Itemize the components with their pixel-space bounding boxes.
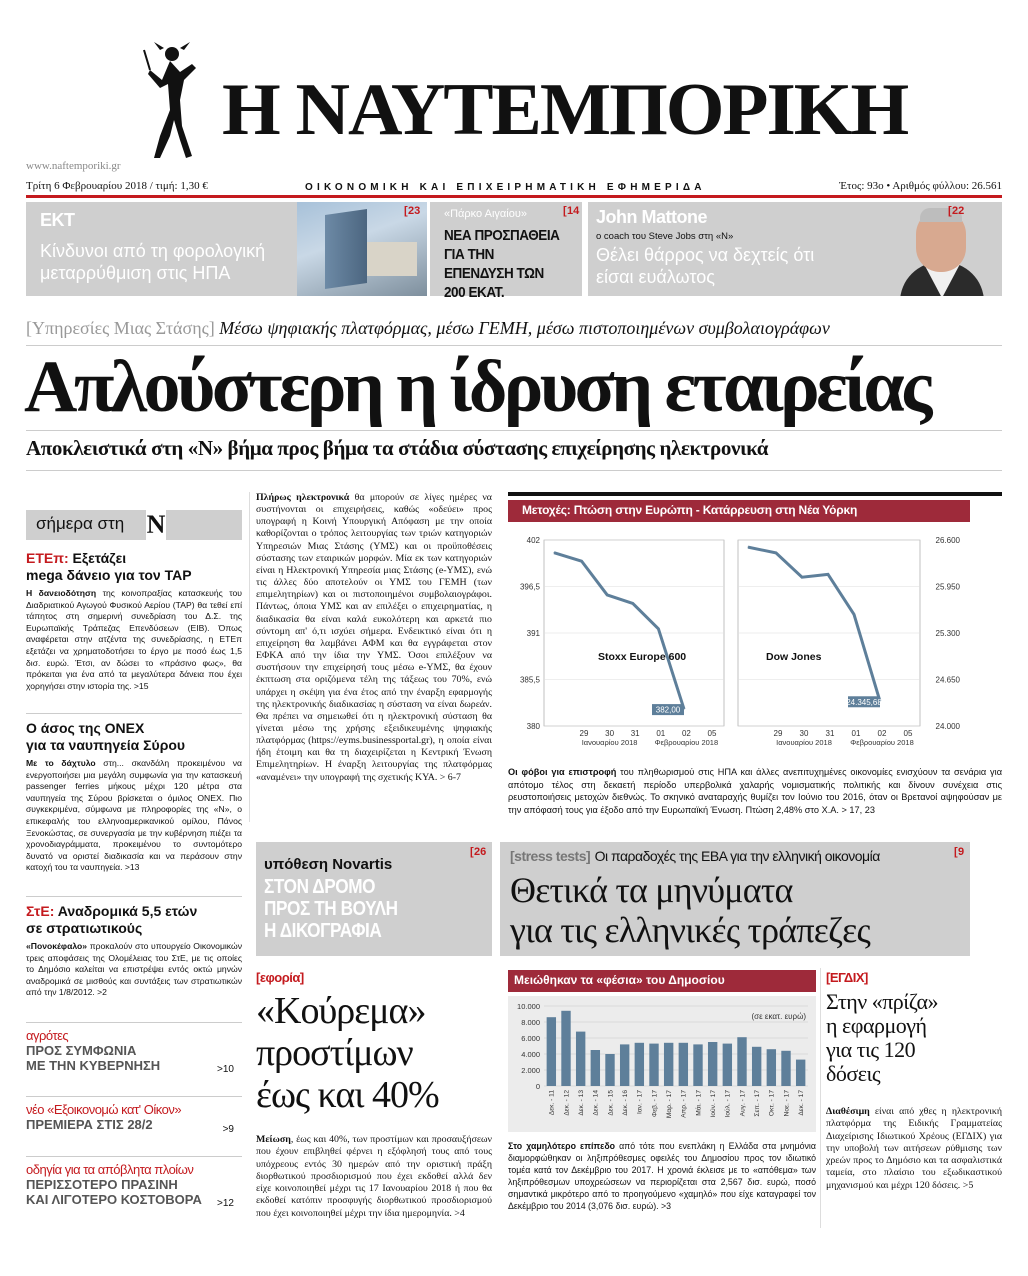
arrears-x-tick: Δεκ. - 14 bbox=[592, 1090, 600, 1116]
brief-apovlita-page[interactable]: >12 bbox=[217, 1198, 234, 1209]
novartis-line3: Η ΔΙΚΟΓΡΑΦΙΑ bbox=[264, 920, 382, 942]
stress-line1: Θετικά τα μηνύματα bbox=[510, 870, 793, 910]
arrears-x-tick: Δεκ. - 12 bbox=[563, 1090, 571, 1116]
dow-x-tick: 30 bbox=[799, 729, 809, 738]
egdix-line2: η εφαρμογή bbox=[826, 1013, 927, 1038]
egdix-body bbox=[826, 1106, 1002, 1192]
teaser-mattone-page[interactable]: 22 bbox=[952, 205, 965, 217]
stocks-top-rule bbox=[508, 492, 1002, 496]
dow-point bbox=[854, 614, 855, 615]
stoxx-x-tick: 29 bbox=[579, 729, 589, 738]
eforia-line3: έως και 40% bbox=[256, 1074, 439, 1116]
onex-title2: για τα ναυπηγεία Σύρου bbox=[26, 737, 186, 753]
arrears-y-tick: 2.000 bbox=[521, 1066, 540, 1075]
arrears-bar bbox=[649, 1044, 658, 1086]
teaser-aegean-text: ΝΕΑ ΠΡΟΣΠΑΘΕΙΑ ΓΙΑ ΤΗΝ ΕΠΕΝΔΥΣΗ ΤΩΝ 200 ΕΚΑΤ. bbox=[444, 227, 560, 301]
brief-exoikonomo-text1: ΠΡΕΜΙΕΡΑ ΣΤΙΣ 28/2 bbox=[26, 1117, 153, 1132]
stocks-caption bbox=[508, 766, 1002, 816]
onex-title1: Ο άσος της ΟΝΕΧ bbox=[26, 720, 145, 736]
egdix-tag: [ΕΓΔΙΧ] bbox=[826, 970, 868, 985]
brief-exoikonomo-page[interactable]: >9 bbox=[222, 1124, 234, 1135]
stoxx-x-tick: 30 bbox=[605, 729, 615, 738]
etep-lead: Η δανειοδότηση bbox=[26, 588, 97, 598]
teaser-ekt-page[interactable]: 23 bbox=[408, 205, 421, 217]
brief-agrotes-kicker: αγρότες bbox=[26, 1028, 69, 1043]
arrears-x-tick: Ιούλ. - 17 bbox=[724, 1090, 732, 1118]
ste-title1: Αναδρομικά 5,5 ετών bbox=[57, 903, 198, 919]
egdix-line3: για τις 120 bbox=[826, 1037, 916, 1062]
novartis-kicker: υπόθεση Novartis bbox=[264, 856, 393, 873]
dow-y-tick: 24.650 bbox=[935, 675, 960, 685]
etep-kicker: ΕΤΕπ: bbox=[26, 550, 69, 566]
arrears-x-tick: Μάι. - 17 bbox=[695, 1090, 703, 1116]
arrears-caption bbox=[508, 1140, 816, 1212]
arrears-bar bbox=[605, 1054, 614, 1086]
arrears-bar bbox=[561, 1011, 570, 1086]
stoxx-y-tick: 380 bbox=[526, 722, 540, 731]
arrears-bar bbox=[547, 1017, 556, 1086]
date-price: Τρίτη 6 Φεβρουαρίου 2018 / τιμή: 1,30 € bbox=[26, 180, 208, 192]
stoxx-x-tick: 31 bbox=[630, 729, 640, 738]
tagline: ΟΙΚΟΝΟΜΙΚΗ ΚΑΙ ΕΠΙΧΕΙΡΗΜΑΤΙΚΗ ΕΦΗΜΕΡΙΔΑ bbox=[305, 182, 706, 193]
brief-agrotes-text2: ΜΕ ΤΗΝ ΚΥΒΕΡΝΗΣΗ bbox=[26, 1058, 161, 1073]
arrears-bar bbox=[723, 1044, 732, 1086]
arrears-bar bbox=[737, 1037, 746, 1086]
issue-info: Έτος: 93ο • Αριθμός φύλλου: 26.561 bbox=[839, 180, 1002, 192]
stoxx-point bbox=[632, 603, 633, 604]
sidebar-header-text: σήμερα στη bbox=[36, 514, 125, 533]
stoxx-y-tick: 402 bbox=[526, 536, 540, 545]
dow-x-group: Φεβρουαρίου 2018 bbox=[850, 738, 914, 747]
stress-overline bbox=[510, 848, 880, 866]
site-url[interactable]: www.naftemporiki.gr bbox=[26, 160, 121, 172]
novartis-line2: ΠΡΟΣ ΤΗ ΒΟΥΛΗ bbox=[264, 898, 398, 920]
sidebar-item-etep[interactable] bbox=[26, 550, 242, 692]
dow-y-tick: 24.000 bbox=[935, 722, 960, 731]
arrears-bar bbox=[635, 1043, 644, 1086]
stress-page[interactable]: 9 bbox=[958, 846, 965, 858]
stocks-caption-text: του πληθωρισμού στις ΗΠΑ και άλλες ανεπιτυχημένες οικονομίες ενισχύουν τα σενάρια για απότομο τέλος στη δεκαετή περίοδο υπερβολικά χαλαρής νομισματικής πολιτικής και δίνουν συνέχεια στις ρευστοποιήσεις μετοχών διεθνώς. Το σκηνικό αναταραχής θυμίζει τον Ιούνιο του 2016, όταν οι Βρετανοί αψηφούσαν με την απόφασή τους για έξοδο από την Ευρωπαϊκή Ένωση. Πτώση 2,48% στο Χ.Α. > 17, 23 bbox=[508, 767, 1003, 815]
arrears-y-tick: 4.000 bbox=[521, 1050, 540, 1059]
stoxx-x-group: Φεβρουαρίου 2018 bbox=[654, 738, 719, 747]
arrears-bar bbox=[767, 1049, 776, 1086]
stoxx-x-tick: 02 bbox=[681, 729, 691, 738]
brief-apovlita[interactable] bbox=[26, 1162, 242, 1207]
etep-title1: Εξετάζει bbox=[72, 550, 127, 566]
arrears-bar bbox=[708, 1042, 717, 1086]
teaser-aegean-kicker: «Πάρκο Αιγαίου» bbox=[444, 208, 527, 220]
stocks-title: Μετοχές: Πτώση στην Ευρώπη - Κατάρρευση στη Νέα Υόρκη bbox=[522, 503, 858, 517]
arrears-x-tick: Ιούν. - 17 bbox=[709, 1090, 717, 1118]
arrears-x-tick: Δεκ. - 15 bbox=[607, 1090, 615, 1116]
dow-x-tick: 01 bbox=[851, 729, 861, 738]
arrears-bar bbox=[693, 1044, 702, 1086]
dow-x-tick: 29 bbox=[773, 729, 783, 738]
arrears-bar bbox=[752, 1047, 761, 1086]
arrears-bar bbox=[781, 1051, 790, 1086]
dow-y-tick: 25.300 bbox=[935, 629, 960, 638]
teaser-mattone-kicker: John Mattone bbox=[596, 207, 707, 227]
stocks-caption-lead: Οι φόβοι για επιστροφή bbox=[508, 767, 617, 777]
egdix-line4: δόσεις bbox=[826, 1061, 881, 1086]
arrears-title: Μειώθηκαν τα «φέσια» του Δημοσίου bbox=[514, 973, 725, 987]
dow-x-tick: 02 bbox=[877, 729, 887, 738]
teaser-ekt-text: Κίνδυνοι από τη φορολογική μεταρρύθμιση στις ΗΠΑ bbox=[40, 241, 266, 283]
stocks-chart bbox=[508, 528, 1002, 756]
dow-last-value: 24.345,68 bbox=[846, 697, 882, 707]
arrears-x-tick: Αυγ. - 17 bbox=[739, 1090, 747, 1117]
brief-apovlita-text2: ΚΑΙ ΛΙΓΟΤΕΡΟ ΚΟΣΤΟΒΟΡΑ bbox=[26, 1192, 202, 1207]
lead-tag: [Υπηρεσίες Μιας Στάσης] bbox=[26, 318, 215, 338]
egdix-line1: Στην «πρίζα» bbox=[826, 989, 939, 1014]
newspaper-title: Η ΝΑΥΤΕΜΠΟΡΙΚΗ bbox=[222, 69, 908, 151]
eforia-tag: [εφορία] bbox=[256, 970, 304, 985]
arrears-y-tick: 10.000 bbox=[517, 1002, 540, 1011]
teaser-mattone-sub: ο coach του Steve Jobs στη «Ν» bbox=[596, 231, 734, 242]
stoxx-label: Stoxx Europe 600 bbox=[598, 651, 687, 663]
stress-line2: για τις ελληνικές τράπεζες bbox=[510, 910, 870, 950]
masthead bbox=[0, 0, 1028, 200]
lead-body bbox=[256, 492, 492, 784]
arrears-bar bbox=[576, 1032, 585, 1086]
egdix-lead: Διαθέσιμη bbox=[826, 1106, 870, 1117]
arrears-bar bbox=[679, 1043, 688, 1086]
dow-point bbox=[776, 552, 777, 553]
lead-body-text: θα μπορούν σε λίγες ημέρες να συστήνονται οι επιχειρήσεις, καθώς «οδεύει» προς υπογραφή η Κοινή Υπουργική Απόφαση με την οποία καθορίζονται ο τρόπος λειτουργίας των τριών κατηγοριών Υπηρεσιών Μιας Στάσης (ΥΜΣ) και οι προϋποθέσεις σύστασης των εταιρικών μορφών. Μία εκ των κατηγοριών είναι η Ηλεκτρονική Υπηρεσία μιας Στάσης (e-ΥΜΣ), ενώ τις άλλες δύο αποτελούν οι ΥΜΣ του ΓΕΜΗ (των επιμελητηρίων) και οι πιστοποιημένοι συμβολαιογράφοι. Πάντως, όποια ΥΜΣ και αν επιλέξει ο επιχειρηματίας, η διαδικασία θα είναι καλά ευκολότερη και αρκετά πιο σύντομη απ' ό,τι ισχύει σήμερα. Ενδεικτικό είναι ότι η επιχείρηση θα λαμβάνει ΑΦΜ και θα εγγράφεται στον ΕΦΚΑ από την ίδια την ΥΜΣ. Όσοι επιλέξουν να συστήσουν την επιχείρησή τους μέσω e-ΥΜΣ, θα έχουν έκπτωση στα οριζόμενα τέλη της τάξεως του 70%, ενώ υπάρχει η σκέψη για ένα έτος από την έναρξη εφαρμογής της ηλεκτρονικής διαδικασίας η σύσταση να είναι δωρεάν. Θα πρέπει να σημειωθεί ότι η ηλεκτρονική σύσταση θα γίνεται μέσω της χρήσης εξειδικευμένης ψηφιακής πλατφόρμας (https://eyms.businessportal.gr), η οποία είναι ήδη έτοιμη και θα τη διαχειρίζεται η Κεντρική Ένωση Επιμελητηρίων. Η έναρξη λειτουργίας της πλατφόρμας «αναμένει» την υπογραφή της σχετικής ΚΥΑ. > 6-7 bbox=[256, 492, 492, 783]
arrears-caption-text: από τότε που ενεπλάκη η Ελλάδα στα μνημόνια διαμορφώθηκαν οι ληξιπρόθεσμες οφειλές του Δημοσίου προς τον ιδιωτικό τομέα κατά τον Δεκέμβριο του 2017. Η χρονιά έκλεισε με το «απόθεμα» των ληξιπρόθεσμων υποχρεώσεων να περιορίζεται στα 2,567 δισ. ευρώ, ποσό σημαντικά μικρότερο από το προηγούμενο «χαμηλό» που είχε καταγραφεί τον Δεκέμβριο του 2014 (3,076 δισ. ευρώ). >3 bbox=[508, 1141, 816, 1211]
etep-body: της κοινοπραξίας κατασκευής του Διαδριατικού Αγωγού Φυσικού Αερίου (TAP) θα τεθεί επί τάπητος στη σημερινή συνεδρίαση του Δ.Σ. της Ευρωπαϊκής Τράπεζας Επενδύσεων (ΕΙΒ). Όπως αναφέρεται στην ατζέντα της συνεδρίασης, η ΕΤΕπ εξετάζει να χρηματοδοτήσει το έργο με ποσό έως 1,5 δισ. ευρώ. Έτσι, αν δώσει το «πράσινο φως», θα πρόκειται για ένα από τα μεγαλύτερα δάνεια που έχει χορηγήσει στην ιστορία της. >15 bbox=[26, 588, 242, 691]
stoxx-x-tick: 01 bbox=[656, 729, 666, 738]
brief-apovlita-kicker: οδηγία για τα απόβλητα πλοίων bbox=[26, 1162, 194, 1177]
teaser-mattone-photo bbox=[874, 202, 1002, 296]
arrears-x-tick: Οκτ. - 17 bbox=[768, 1090, 776, 1117]
stoxx-x-group: Ιανουαρίου 2018 bbox=[581, 738, 638, 747]
arrears-y-tick: 6.000 bbox=[521, 1034, 540, 1043]
onex-body: στη... σκανδάλη προκειμένου να ενεργοποιήσει μια μεγάλη συμφωνία για την κατασκευή passenger ferries μήκους μέχρι 120 μέτρα στα ναυπηγεία της Σύρου βρίσκεται ο όμιλος ΟΝΕΧ. Πιο συγκεκριμένα, σύμφωνα με πληροφορίες της «Ν», ο επικεφαλής του ελληνοαμερικανικού ομίλου, Πάνος Ξενοκώστας, σε συνεργασία με την κυβέρνηση πιέζει τα χρονοδιαγράμματα, προκειμένου το συντομότερο δυνατό να οριστεί διαδικασία και να περάσουν στην κατοχή του τα ναυπηγεία. >13 bbox=[26, 758, 242, 873]
stoxx-x-tick: 05 bbox=[707, 729, 717, 738]
lead-body-lead: Πλήρως ηλεκτρονικά bbox=[256, 492, 350, 503]
dow-point bbox=[828, 574, 829, 575]
stoxx-y-tick: 385,5 bbox=[519, 675, 540, 685]
sidebar-header-letter: Ν bbox=[146, 510, 166, 539]
arrears-x-tick: Ιαν. - 17 bbox=[636, 1090, 644, 1114]
arrears-caption-lead: Στο χαμηλότερο επίπεδο bbox=[508, 1141, 616, 1151]
arrears-bar bbox=[591, 1050, 600, 1086]
dow-point bbox=[802, 577, 803, 578]
masthead-rule bbox=[26, 195, 1002, 198]
ste-body: προκαλούν στο υπουργείο Οικονομικών τρεις αποφάσεις της Ολομέλειας του ΣτΕ, με τις οποίες το Δημόσιο καλείται να επιστρέψει εντός οκτώ μηνών αναδρομικά σε μισθούς και συντάξεις των στρατιωτικών από την 1/8/2012. >2 bbox=[26, 941, 242, 998]
stoxx-point bbox=[607, 594, 608, 595]
arrears-x-tick: Δεκ. - 16 bbox=[621, 1090, 629, 1116]
dow-x-tick: 31 bbox=[825, 729, 835, 738]
arrears-x-tick: Δεκ. - 11 bbox=[548, 1090, 556, 1116]
eforia-line2: προστίμων bbox=[256, 1032, 413, 1074]
brief-exoikonomo-kicker: νέο «Εξοικονομώ κατ' Οίκον» bbox=[26, 1102, 182, 1117]
sidebar-item-onex[interactable] bbox=[26, 720, 242, 874]
arrears-bar bbox=[796, 1060, 805, 1086]
arrears-bar bbox=[620, 1044, 629, 1086]
teaser-aegean-page[interactable]: 14 bbox=[567, 205, 580, 217]
dow-x-tick: 05 bbox=[903, 729, 913, 738]
stoxx-point bbox=[554, 552, 555, 553]
eforia-body-text: , έως και 40%, των προστίμων και προσαυξήσεων που έχουν επιβληθεί φέρνει η εξόφλησή τους από τους υπόχρεους εντός 30 ημερών από την οριστική πράξη διορθωτικού προσδιορισμού που έχει εκδοθεί αλλά δεν είχε κοινοποιηθεί μέχρι τις 17 Ιανουαρίου 2018 ή που θα εκδοθεί κατόπιν προσφυγής διορθωτικού προσδιορισμού που έχει κοινοποιηθεί μέχρι την ίδια ημερομηνία. >4 bbox=[256, 1134, 492, 1219]
hermes-logo-icon bbox=[140, 40, 198, 162]
stoxx-point bbox=[581, 561, 582, 562]
egdix-headline bbox=[826, 990, 1002, 1086]
arrears-x-tick: Σεπ. - 17 bbox=[753, 1090, 761, 1117]
arrears-x-tick: Δεκ. - 13 bbox=[577, 1090, 585, 1116]
arrears-x-tick: Νοε. - 17 bbox=[783, 1090, 791, 1117]
brief-agrotes-text1: ΠΡΟΣ ΣΥΜΦΩΝΙΑ bbox=[26, 1043, 137, 1058]
stoxx-point bbox=[658, 628, 659, 629]
arrears-unit: (σε εκατ. ευρώ) bbox=[751, 1012, 806, 1021]
dow-point bbox=[748, 547, 749, 548]
ste-kicker: ΣτΕ: bbox=[26, 903, 55, 919]
stoxx-last-value: 382,00 bbox=[655, 705, 681, 715]
stress-kicker: Οι παραδοχές της ΕΒΑ για την ελληνική οικονομία bbox=[594, 848, 880, 864]
lead-overline-text: Μέσω ψηφιακής πλατφόρμας, μέσω ΓΕΜΗ, μέσω πιστοποιημένων συμβολαιογράφων bbox=[219, 318, 830, 338]
dow-x-group: Ιανουαρίου 2018 bbox=[776, 738, 832, 747]
ste-lead: «Πονοκέφαλο» bbox=[26, 941, 88, 951]
arrears-y-tick: 8.000 bbox=[521, 1018, 540, 1027]
arrears-bar bbox=[664, 1043, 673, 1086]
arrears-y-tick: 0 bbox=[535, 1082, 540, 1091]
brief-agrotes[interactable] bbox=[26, 1028, 242, 1073]
arrears-chart bbox=[508, 996, 816, 1132]
stoxx-y-tick: 396,5 bbox=[519, 582, 540, 592]
arrears-x-tick: Απρ. - 17 bbox=[680, 1090, 688, 1118]
brief-agrotes-page[interactable]: >10 bbox=[217, 1064, 234, 1075]
stress-tag: [stress tests] bbox=[510, 848, 591, 864]
arrears-x-tick: Δεκ. - 17 bbox=[797, 1090, 805, 1116]
arrears-x-tick: Φεβ. - 17 bbox=[651, 1090, 659, 1118]
brief-exoikonomo[interactable] bbox=[26, 1102, 242, 1135]
dow-label: Dow Jones bbox=[766, 651, 822, 663]
lead-overline bbox=[26, 318, 1002, 339]
lead-headline: Απλούστερη η ίδρυση εταιρείας bbox=[24, 346, 929, 428]
ste-title2: σε στρατιωτικούς bbox=[26, 920, 143, 936]
arrears-x-tick: Μαρ. - 17 bbox=[665, 1090, 673, 1119]
lead-subhead: Αποκλειστικά στη «Ν» βήμα προς βήμα τα στάδια σύστασης επιχείρησης ηλεκτρονικά bbox=[26, 436, 769, 460]
teaser-ekt-kicker: ΕΚΤ bbox=[40, 210, 75, 230]
eforia-lead: Μείωση bbox=[256, 1134, 291, 1145]
novartis-page[interactable]: 26 bbox=[474, 846, 487, 858]
dow-y-tick: 25.950 bbox=[935, 582, 960, 592]
novartis-line1: ΣΤΟΝ ΔΡΟΜΟ bbox=[264, 876, 376, 898]
sidebar-item-ste[interactable] bbox=[26, 903, 242, 999]
brief-apovlita-text1: ΠΕΡΙΣΣΟΤΕΡΟ ΠΡΑΣΙΝΗ bbox=[26, 1177, 178, 1192]
stoxx-y-tick: 391 bbox=[526, 629, 540, 638]
etep-title2: mega δάνειο για τον TAP bbox=[26, 567, 192, 583]
eforia-line1: «Κούρεμα» bbox=[256, 990, 426, 1032]
egdix-body-text: είναι από χθες η ηλεκτρονική πλατφόρμα της Ειδικής Γραμματείας Διαχείρισης Ιδιωτικού Χρέους (ΕΓΔΙΧ) για την υποβολή των αιτήσεων ρύθμισης των χρεών προς το Δημόσιο και τα ασφαλιστικά ταμεία, στο πλαίσιο του εξωδικαστικού μηχανισμού και μέχρι 120 δόσεις. >5 bbox=[826, 1106, 1002, 1191]
eforia-body bbox=[256, 1134, 492, 1220]
teaser-mattone-text: Θέλει θάρρος να δεχτείς ότι είσαι ευάλωτος bbox=[596, 245, 815, 287]
onex-lead: Με το δάχτυλο bbox=[26, 758, 96, 768]
dow-y-tick: 26.600 bbox=[935, 536, 960, 545]
